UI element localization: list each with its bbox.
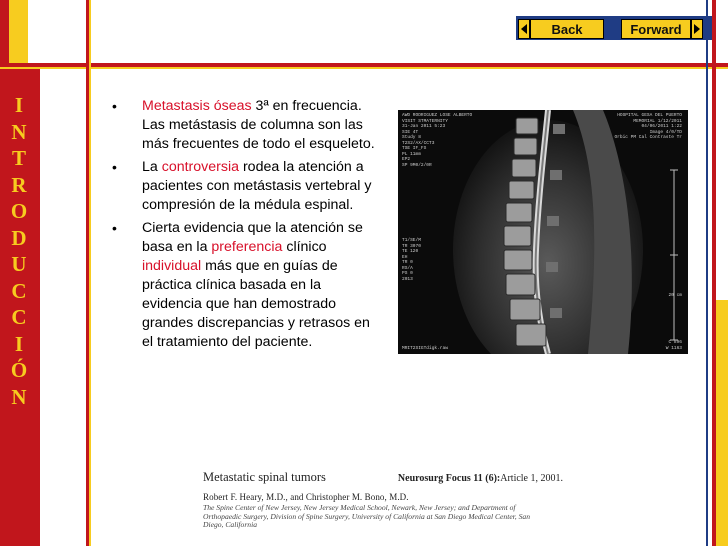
back-arrow-button[interactable] [518, 19, 530, 39]
section-title-letter: Ó [10, 358, 28, 382]
highlighted-term: controversia [161, 159, 240, 175]
back-button-label: Back [551, 21, 583, 37]
section-title-letter: U [11, 252, 27, 276]
forward-button[interactable] [621, 19, 691, 39]
forward-button-label: Forward [630, 21, 682, 37]
frame-vline-yellow [89, 0, 91, 546]
citation-block [203, 470, 563, 530]
highlighted-term: Metastasis óseas [142, 98, 252, 114]
section-title-letter: R [11, 172, 27, 197]
section-title-letter: C [11, 305, 27, 329]
bullet-text: rodea la atención a pacientes con metástasis vertebral y compresión de la médula espinal. [142, 159, 372, 213]
mri-overlay-bottom-left: MRIT2SIGTdigk.raw [402, 346, 448, 351]
mri-overlay-mid-left: T1/SE/M TR 3070 TE 120 EH TR 0 RS/A PS 0 2013 [402, 238, 421, 282]
forward-arrow-button[interactable] [691, 19, 703, 39]
section-title-vertical [6, 92, 32, 410]
bullet-text: La [142, 159, 162, 175]
mri-overlay-top-right: HOSPITAL GESA DEL PUERTO MEMORIAL 1/12/2011 04/06/2011 1:22 Image 4/0/TD Orbic PM Cal Contraste Tr [614, 113, 682, 140]
bullet-item [108, 219, 383, 352]
mri-spine-image [398, 110, 688, 354]
bullet-text: Cierta evidencia que la atención se basa en la [142, 220, 363, 255]
arrow-left-icon [521, 24, 527, 34]
bullet-list [108, 97, 383, 356]
section-title-letter: N [11, 384, 27, 409]
citation-affiliation: The Spine Center of New Jersey, New Jersey Medical School, Newark, New Jersey; and Department of Orthopaedic Surgery, Division of Spine Surgery, University of California at San Diego Medical Center, San Diego, California [203, 503, 530, 529]
highlighted-term: preferencia [211, 239, 283, 255]
frame-line-yellow [0, 67, 728, 69]
bullet-icon: • [112, 98, 117, 114]
citation-authors: Robert F. Heary, M.D., and Christopher M. Bono, M.D. [203, 492, 409, 502]
frame-vline-blue [706, 0, 708, 546]
citation-title: Metastatic spinal tumors [203, 470, 326, 484]
mri-overlay-top-left: AWD RODRIGUEZ LOSE ALBERTO VISIT STMATERNITY 31-Jan 2011 5:23 SIE 4T Study 8 T2S2/AX/CCT3 TSE IF_FS PL 11mm EP2 SP 9M0/2/0R [402, 113, 473, 168]
arrow-right-icon [694, 24, 700, 34]
frame-band-red-top [0, 0, 9, 63]
section-title-letter: O [10, 199, 28, 223]
bullet-text: más que en guías de práctica clínica basada en la evidencia que han demostrado grandes discrepancias y retrasos en el tratamiento del paciente. [142, 258, 370, 350]
bullet-text: 3ª en frecuencia. Las metástasis de columna son las más frecuentes de todo el esqueleto. [142, 98, 375, 152]
section-title-letter: I [14, 93, 24, 117]
mri-scale-label: 20 cm [668, 293, 682, 298]
bullet-icon: • [112, 220, 117, 236]
mri-overlay-bottom-right: C 896 W 1163 [665, 340, 682, 351]
section-title-letter: N [11, 119, 27, 144]
back-button[interactable] [530, 19, 604, 39]
highlighted-term: individual [142, 258, 202, 274]
citation-article: Article 1, 2001. [500, 473, 563, 484]
section-title-letter: C [11, 278, 27, 303]
section-title-letter: T [11, 146, 26, 170]
citation-journal-name: Neurosurg Focus 11 (6): [397, 473, 501, 484]
citation-journal [398, 473, 563, 484]
bullet-text: clínico [282, 239, 327, 255]
bullet-item [108, 97, 383, 154]
bullet-icon: • [112, 159, 117, 175]
section-title-letter: I [14, 331, 24, 356]
frame-band-yellow-right [716, 300, 728, 546]
section-title-letter: D [11, 225, 27, 250]
bullet-item [108, 158, 383, 215]
